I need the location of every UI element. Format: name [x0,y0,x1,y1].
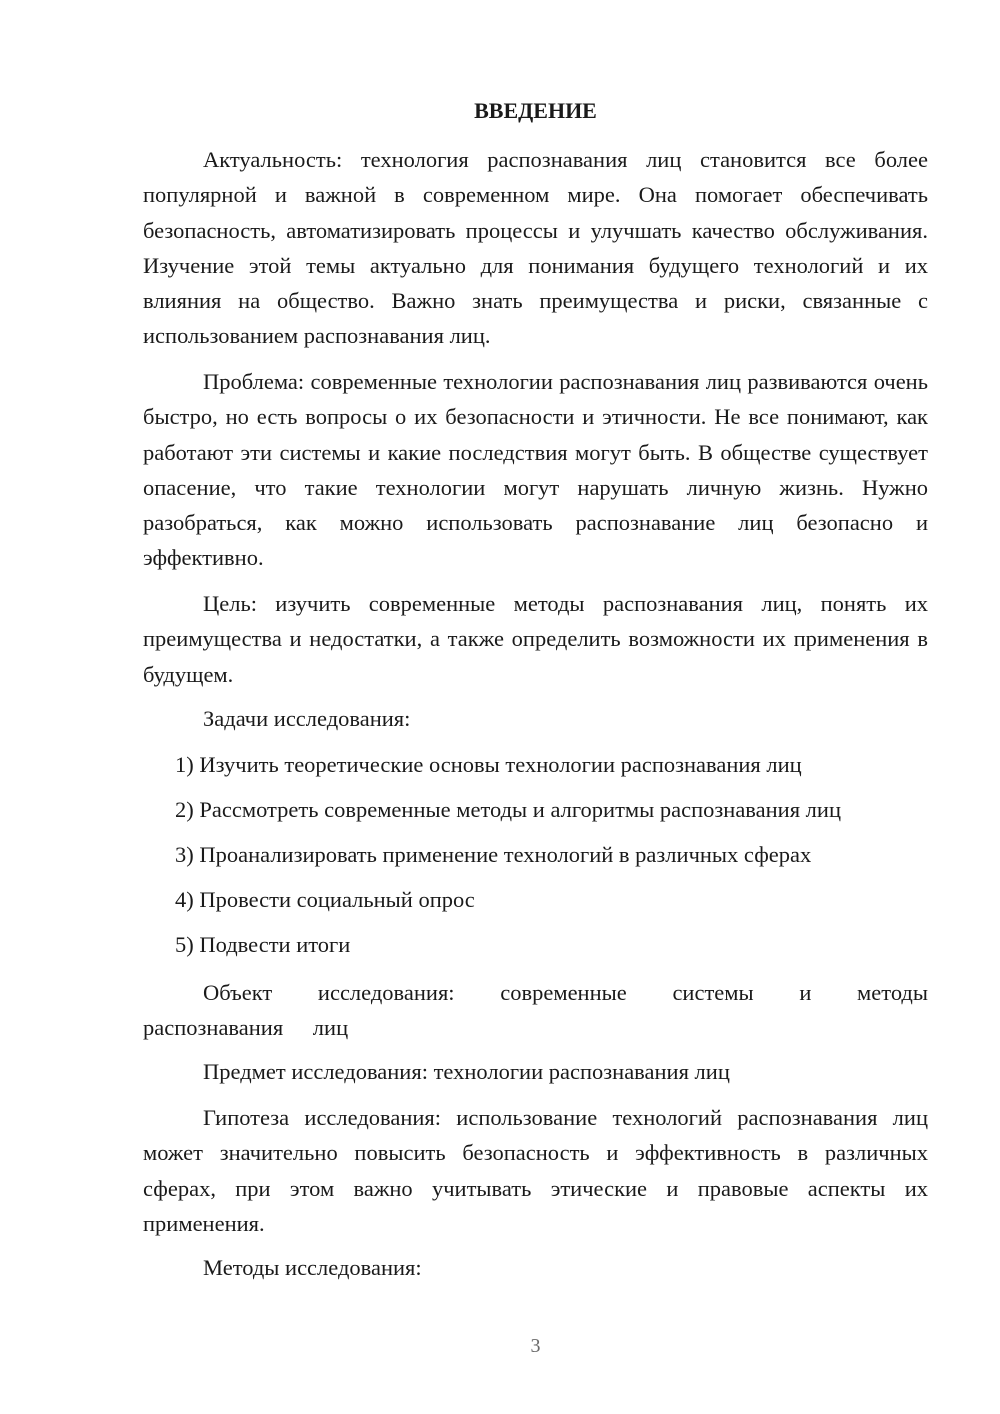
paragraph-object: Объект исследования: современные системы и методы распознавания лиц [143,980,928,1041]
task-item-5: 5) Подвести итоги [175,932,351,957]
paragraph-goal: Цель: изучить современные методы распознавания лиц, понять их преимущества и недостатки, а также определить возможности их применения в будущем. [143,591,928,687]
task-item-2: 2) Рассмотреть современные методы и алгоритмы распознавания лиц [175,797,841,822]
tasks-heading: Задачи исследования: [203,706,411,731]
paragraph-subject: Предмет исследования: технологии распознавания лиц [203,1059,730,1084]
paragraph-problem: Проблема: современные технологии распознавания лиц развиваются очень быстро, но есть вопросы о их безопасности и этичности. Не все понимают, как работают эти системы и какие последствия могут быть. В обществе существует опасение, что такие технологии могут нарушать личную жизнь. Нужно разобраться, как можно использовать распознавание лиц безопасно и эффективно. [143,369,928,571]
paragraph-relevance: Актуальность: технология распознавания лиц становится все более популярной и важной в современном мире. Она помогает обеспечивать безопасность, автоматизировать процессы и улучшать качество обслуживания. Изучение этой темы актуально для понимания будущего технологий и их влияния на общество. Важно знать преимущества и риски, связанные с использованием распознавания лиц. [143,147,928,349]
paragraph-hypothesis: Гипотеза исследования: использование технологий распознавания лиц может значительно повысить безопасность и эффективность в различных сферах, при этом важно учитывать этические и правовые аспекты их применения. [143,1105,928,1236]
task-item-3: 3) Проанализировать применение технологий в различных сферах [175,842,812,867]
task-item-1: 1) Изучить теоретические основы технологии распознавания лиц [175,752,802,777]
methods-heading: Методы исследования: [203,1255,422,1280]
task-item-4: 4) Провести социальный опрос [175,887,475,912]
page-number: 3 [530,1335,541,1357]
section-title: ВВЕДЕНИЕ [474,98,597,123]
